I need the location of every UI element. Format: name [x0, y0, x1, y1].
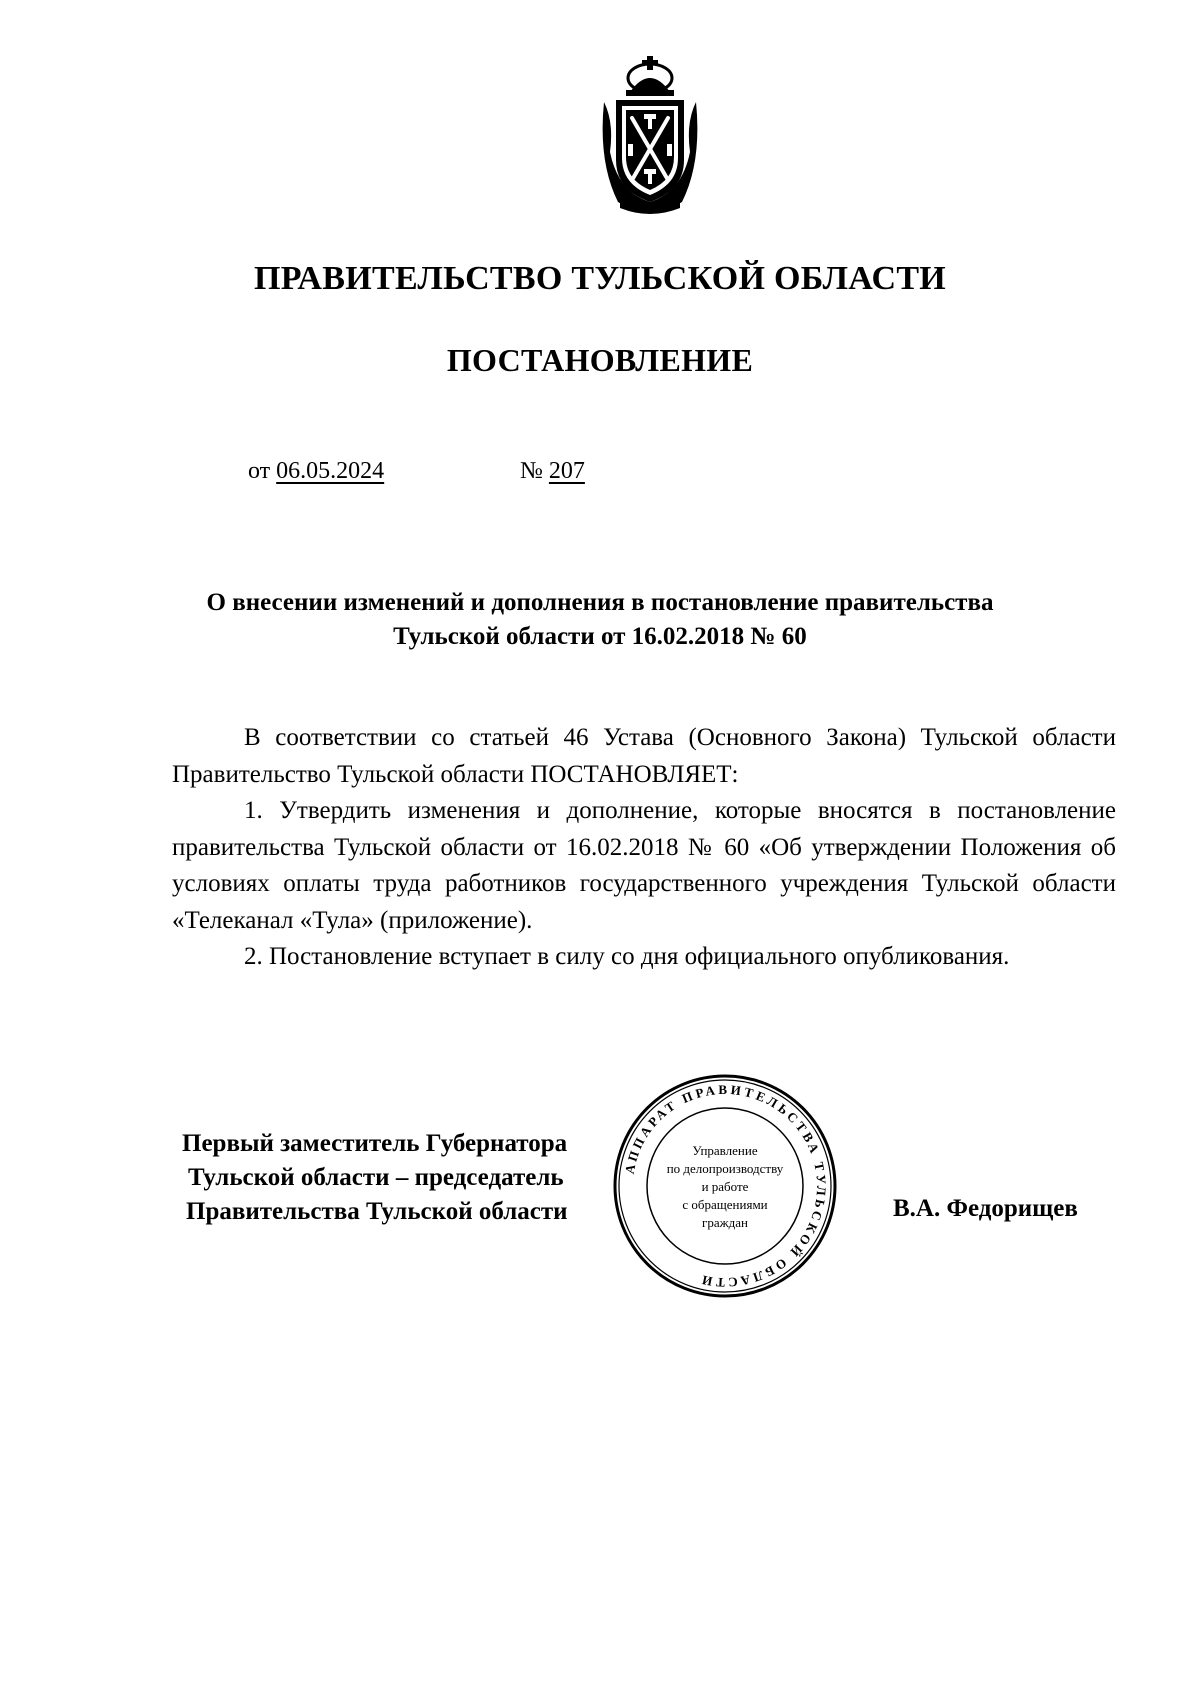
signer-position — [182, 1127, 568, 1229]
stamp-line-4: с обращениями — [682, 1197, 768, 1212]
signer-position-line-1: Первый заместитель Губернатора — [182, 1130, 568, 1157]
body-paragraph-item-1: 1. Утвердить изменения и дополнение, которые вносятся в постановление правительства Тульской области от 16.02.2018 № 60 «Об утверждении Положения об условиях оплаты труда работников государственного учреждения Тульской области «Телеканал «Тула» (приложение). — [172, 797, 1116, 934]
subject-line-1: О внесении изменений и дополнения в постановление правительства — [206, 589, 994, 616]
organization-title: ПРАВИТЕЛЬСТВО ТУЛЬСКОЙ ОБЛАСТИ — [253, 260, 947, 297]
document-type: ПОСТАНОВЛЕНИЕ — [446, 342, 754, 378]
stamp-line-5: граждан — [702, 1215, 748, 1230]
body-paragraph-item-2: 2. Постановление вступает в силу со дня официального опубликования. — [244, 943, 1010, 970]
document-number — [520, 458, 585, 485]
number-prefix: № — [520, 458, 543, 484]
stamp-line-2: по делопроизводству — [666, 1161, 784, 1176]
body-paragraph-preamble: В соответствии со статьей 46 Устава (Основного Закона) Тульской области Правительство Тульской области ПОСТАНОВЛЯЕТ: — [172, 724, 1116, 788]
stamp-line-3: и работе — [701, 1179, 749, 1194]
subject-line-2: Тульской области от 16.02.2018 № 60 — [393, 623, 807, 650]
official-stamp — [612, 1073, 838, 1299]
stamp-line-1: Управление — [692, 1143, 758, 1158]
stamp-ring-text: АППАРАТ ПРАВИТЕЛЬСТВА ТУЛЬСКОЙ ОБЛАСТИ — [621, 1081, 830, 1291]
signer-name: В.А. Федорищев — [893, 1195, 1078, 1222]
number-value: 207 — [548, 458, 585, 484]
date-value: 06.05.2024 — [276, 458, 385, 484]
date-prefix: от — [248, 458, 271, 484]
document-body — [172, 720, 1116, 976]
document-date — [248, 458, 384, 485]
tula-coat-of-arms-icon — [590, 52, 710, 220]
signer-position-line-2: Тульской области – председатель — [188, 1164, 564, 1191]
signer-position-line-3: Правительства Тульской области — [186, 1198, 568, 1225]
document-subject — [150, 586, 1050, 654]
